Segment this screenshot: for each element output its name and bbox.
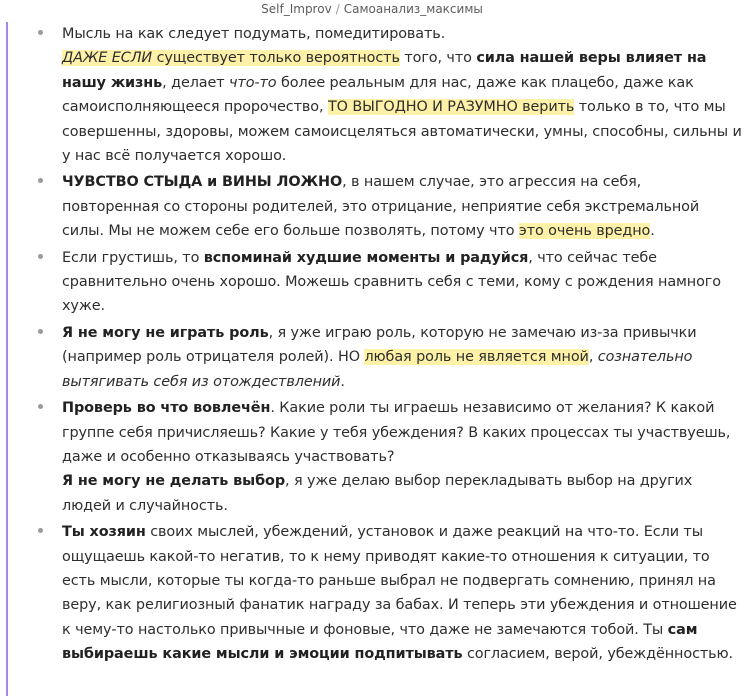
list-item	[42, 22, 742, 168]
note-content	[42, 22, 742, 669]
text-line	[62, 46, 742, 168]
list-item-text[interactable]	[62, 520, 742, 666]
text-line	[62, 520, 742, 666]
highlighted-text: любая роль не является мной	[364, 349, 589, 366]
italic-text: сознательно вытягивать себя из отождествлений	[62, 349, 693, 390]
breadcrumb	[0, 0, 744, 20]
text-run: , в нашем случае, это агрессия на себя, повторенная со стороны родителей, это отрицание, неприятие себя экстремальной силы. Мы не можем себе его больше позволять, потому что	[62, 174, 700, 240]
bullet-dot-icon	[38, 254, 43, 259]
list-item-text[interactable]	[62, 321, 742, 394]
text-line	[62, 22, 742, 46]
breadcrumb-separator: /	[335, 2, 340, 16]
bold-text: сила нашей веры влияет на нашу жизнь	[62, 50, 707, 91]
text-run: Если грустишь, то	[62, 249, 204, 266]
text-run: того, что	[399, 50, 477, 67]
highlighted-text: существует только вероятность	[152, 50, 400, 67]
bold-text: вспоминай худшие моменты и радуйся	[203, 249, 529, 266]
text-line	[62, 469, 742, 518]
list-item-text[interactable]	[62, 170, 742, 243]
text-run: , делает	[162, 74, 230, 91]
text-run: своих мыслей, убеждений, установок и даже реакций на что-то. Если ты ощущаешь какой-то негатив, то к нему приводят какие-то отношения к ситуации, то есть мысли, которые ты когда-то раньше выбрал не подвергать сомнению, принял на веру, как религиозный фанатик награду за бабах. И теперь эти убеждения и отношение к чему-то настолько привычные и фоновые, что даже не замечаются тобой. Ты	[62, 524, 737, 638]
list-item	[42, 520, 742, 666]
bullet-dot-icon	[38, 528, 43, 533]
italic-text: что-то	[229, 74, 277, 91]
bold-text: Я не могу не играть роль	[62, 324, 269, 341]
text-run: ,	[588, 349, 598, 366]
text-run: . Какие роли ты играешь независимо от желания? К какой группе себя причисляешь? Какие у тебя убеждения? В каких процессах ты участвуешь, даже и особенно отказываясь участвовать?	[62, 400, 731, 465]
list-item	[42, 170, 742, 243]
text-run: более реальным для нас, даже как плацебо, даже как самоисполняющееся пророчество,	[62, 74, 694, 116]
text-line	[62, 246, 742, 319]
list-item	[42, 321, 742, 394]
highlighted-text: ДАЖЕ ЕСЛИ	[62, 50, 153, 67]
bullet-dot-icon	[38, 30, 43, 35]
bold-text: Ты хозяин	[62, 524, 146, 541]
bold-text: ЧУВСТВО СТЫДА и ВИНЫ ЛОЖНО	[62, 174, 343, 191]
bold-text: сам выбираешь какие мысли и эмоции подпитывать	[62, 621, 698, 663]
text-run: , я уже делаю выбор перекладывать выбор на других людей и случайность.	[62, 473, 693, 514]
bullet-dot-icon	[38, 404, 43, 409]
list-item	[42, 396, 742, 518]
indent-guide-line	[6, 22, 8, 696]
list-item-text[interactable]	[62, 396, 742, 518]
bold-text: Проверь во что вовлечён	[62, 400, 271, 417]
list-item-text[interactable]	[62, 22, 742, 168]
text-run: , что сейчас тебе сравнительно очень хорошо. Можешь сравнить себя с теми, кому с рождения намного хуже.	[62, 249, 721, 315]
list-item-text[interactable]	[62, 246, 742, 319]
text-run: согласием, верой, убеждённостью.	[462, 646, 734, 663]
text-run: , я уже играю роль, которую не замечаю из-за привычки (например роль отрицателя ролей). НО	[62, 324, 697, 366]
text-line	[62, 321, 742, 394]
text-run: .	[650, 223, 655, 240]
text-line	[62, 170, 742, 243]
breadcrumb-current: Самоанализ_максимы	[343, 2, 483, 16]
list-item	[42, 246, 742, 319]
text-run: только в то, что мы совершенны, здоровы, можем самоисцеляться автоматически, умны, способны, сильны и у нас всё получается хорошо.	[62, 99, 742, 165]
text-line	[62, 396, 742, 469]
highlighted-text: ТО ВЫГОДНО И РАЗУМНО верить	[327, 99, 575, 116]
text-run: .	[340, 373, 345, 390]
highlighted-text: это очень вредно	[518, 223, 651, 240]
text-run: Мысль на как следует подумать, помедитировать.	[62, 26, 446, 42]
breadcrumb-parent[interactable]: Self_Improv	[261, 2, 332, 16]
bullet-dot-icon	[38, 329, 43, 334]
bold-text: Я не могу не делать выбор	[62, 473, 286, 490]
bullet-dot-icon	[38, 178, 43, 183]
bullet-list	[42, 22, 742, 667]
